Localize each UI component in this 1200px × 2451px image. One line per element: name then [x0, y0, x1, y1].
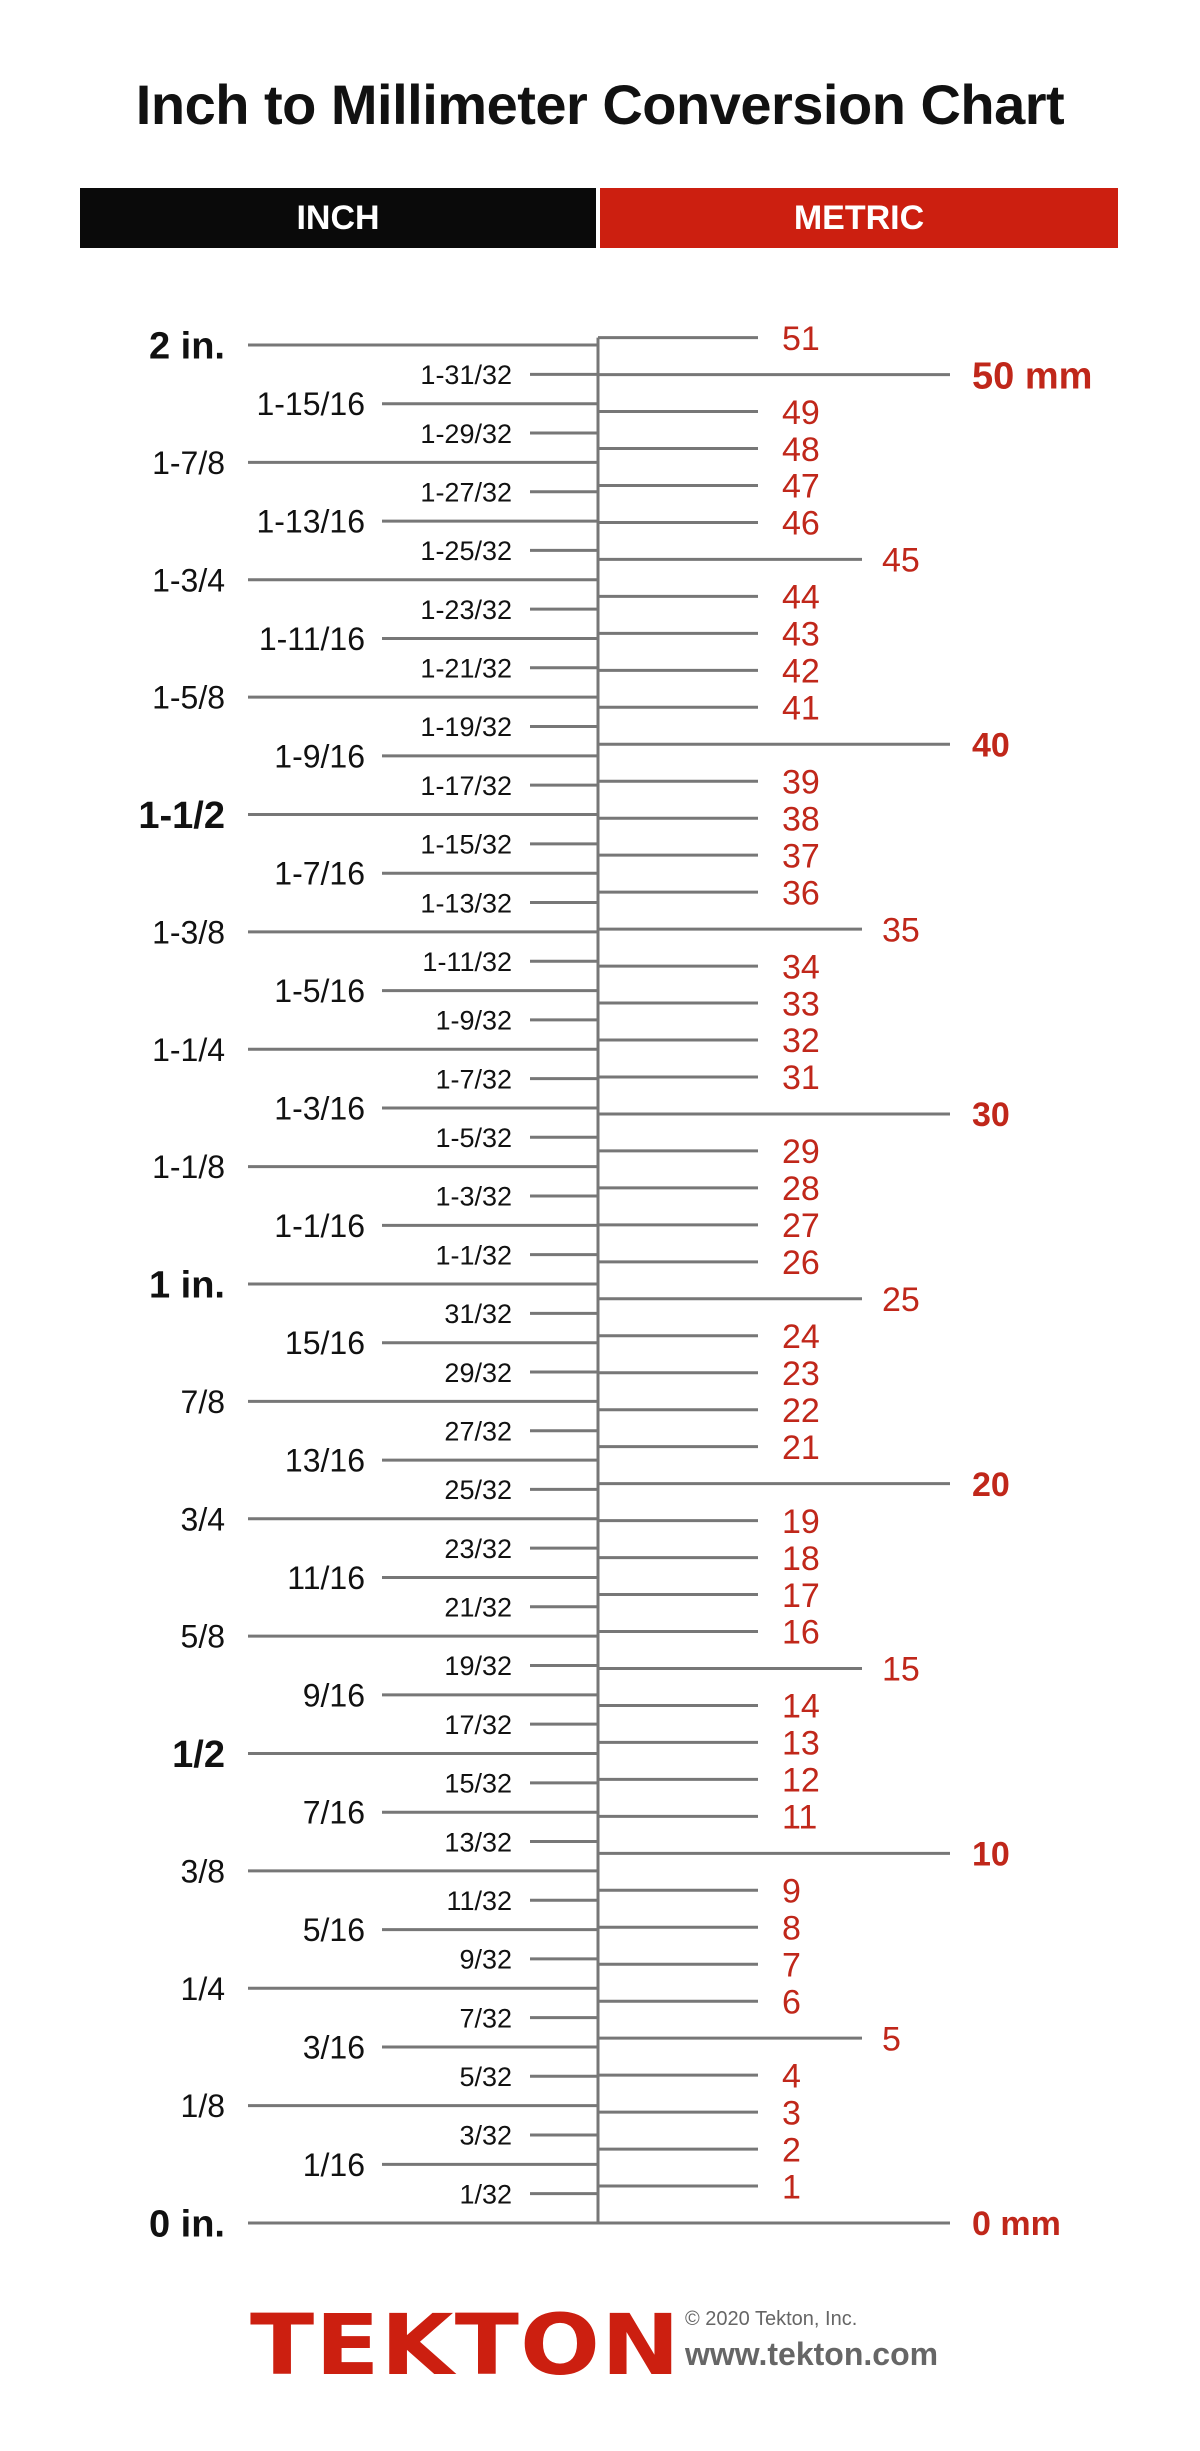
mm-tick-label: 29	[782, 1133, 820, 1172]
mm-tick-label: 49	[782, 393, 820, 432]
inch-tick-label: 5/32	[459, 2062, 512, 2093]
mm-marks	[598, 320, 1092, 2243]
inch-tick-label: 1-1/16	[274, 1207, 365, 1244]
inch-tick-label: 13/16	[284, 1442, 365, 1479]
mm-tick-label: 10	[972, 1835, 1010, 1874]
metric-header-label: METRIC	[793, 198, 925, 237]
inch-tick-label: 1-1/4	[152, 1031, 225, 1068]
mm-tick-label: 17	[782, 1576, 820, 1615]
mm-tick-label: 41	[782, 689, 820, 728]
mm-tick-label: 1	[782, 2168, 801, 2207]
inch-tick-label: 11/16	[287, 1559, 365, 1596]
inch-tick-label: 1-15/16	[256, 386, 365, 423]
inch-tick-label: 1-15/32	[420, 829, 512, 860]
mm-tick-label: 7	[782, 1946, 801, 1985]
inch-tick-label: 1-7/16	[274, 855, 365, 892]
inch-tick-label: 9/32	[459, 1944, 512, 1975]
inch-tick-label: 1-1/8	[152, 1149, 225, 1186]
inch-tick-label: 1-11/32	[422, 946, 512, 977]
inch-tick-label: 1-7/32	[435, 1064, 512, 1095]
inch-tick-label: 3/16	[302, 2029, 365, 2066]
inch-tick-label: 25/32	[444, 1475, 512, 1506]
mm-tick-label: 33	[782, 985, 820, 1024]
inch-tick-label: 1/32	[459, 2179, 512, 2210]
mm-tick-label: 30	[972, 1096, 1010, 1135]
mm-tick-label: 20	[972, 1465, 1010, 1504]
inch-tick-label: 1-3/32	[435, 1181, 512, 1212]
inch-tick-label: 5/16	[302, 1912, 365, 1949]
mm-tick-label: 40	[972, 726, 1010, 765]
inch-header-label: INCH	[296, 198, 380, 237]
mm-tick-label: 15	[882, 1650, 920, 1689]
inch-tick-label: 7/8	[180, 1383, 225, 1420]
mm-tick-label: 36	[782, 874, 820, 913]
inch-tick-label: 21/32	[444, 1592, 512, 1623]
mm-tick-label: 46	[782, 504, 820, 543]
inch-tick-label: 27/32	[444, 1416, 512, 1447]
mm-tick-label: 13	[782, 1724, 820, 1763]
inch-marks	[138, 326, 598, 2246]
inch-tick-label: 19/32	[444, 1651, 512, 1682]
mm-tick-label: 35	[882, 911, 920, 950]
mm-tick-label: 25	[882, 1281, 920, 1320]
mm-tick-label: 42	[782, 652, 820, 691]
inch-tick-label: 11/32	[446, 1885, 512, 1916]
mm-tick-label: 39	[782, 763, 820, 802]
inch-tick-label: 1-5/32	[435, 1123, 512, 1154]
footer-website: www.tekton.com	[685, 2336, 939, 2372]
inch-tick-label: 3/8	[180, 1853, 225, 1890]
mm-tick-label: 38	[782, 800, 820, 839]
inch-tick-label: 1-13/16	[256, 503, 365, 540]
mm-tick-label: 0 mm	[972, 2205, 1061, 2244]
tekton-logo: TEKTON	[250, 2296, 681, 2394]
mm-tick-label: 24	[782, 1317, 820, 1356]
inch-tick-label: 1-29/32	[420, 418, 512, 449]
mm-tick-label: 28	[782, 1170, 820, 1209]
footer-copyright: © 2020 Tekton, Inc.	[685, 2308, 858, 2330]
mm-tick-label: 48	[782, 430, 820, 469]
inch-tick-label: 1/8	[180, 2088, 225, 2125]
mm-tick-label: 3	[782, 2094, 801, 2133]
mm-tick-label: 23	[782, 1354, 820, 1393]
mm-tick-label: 47	[782, 467, 820, 506]
inch-tick-label: 1-5/16	[274, 973, 365, 1010]
inch-tick-label: 7/32	[459, 2003, 512, 2034]
mm-tick-label: 4	[782, 2057, 801, 2096]
inch-tick-label: 15/16	[284, 1325, 365, 1362]
inch-tick-label: 1-13/32	[420, 888, 512, 919]
inch-tick-label: 3/4	[180, 1501, 225, 1538]
mm-tick-label: 12	[782, 1761, 820, 1800]
mm-tick-label: 50 mm	[972, 355, 1093, 398]
inch-tick-label: 1/16	[302, 2146, 365, 2183]
mm-tick-label: 45	[882, 541, 920, 580]
inch-tick-label: 1-1/32	[435, 1240, 512, 1271]
mm-tick-label: 6	[782, 1983, 801, 2022]
mm-tick-label: 16	[782, 1613, 820, 1652]
inch-tick-label: 1-27/32	[420, 477, 512, 508]
inch-tick-label: 17/32	[444, 1709, 512, 1740]
page-title: Inch to Millimeter Conversion Chart	[135, 73, 1065, 136]
inch-tick-label: 1-1/2	[138, 795, 225, 838]
inch-tick-label: 2 in.	[148, 325, 225, 368]
mm-tick-label: 8	[782, 1909, 801, 1948]
inch-tick-label: 1-5/8	[152, 679, 225, 716]
mm-tick-label: 2	[782, 2131, 801, 2170]
mm-tick-label: 19	[782, 1502, 820, 1541]
mm-tick-label: 43	[782, 615, 820, 654]
inch-tick-label: 1-9/32	[435, 1005, 512, 1036]
mm-tick-label: 37	[782, 837, 820, 876]
mm-tick-label: 21	[782, 1428, 820, 1467]
inch-tick-label: 0 in.	[148, 2203, 225, 2246]
inch-tick-label: 1 in.	[148, 1264, 225, 1307]
mm-tick-label: 44	[782, 578, 820, 617]
mm-tick-label: 22	[782, 1391, 820, 1430]
mm-tick-label: 5	[882, 2020, 901, 2059]
mm-tick-label: 26	[782, 1244, 820, 1283]
inch-tick-label: 15/32	[444, 1768, 512, 1799]
inch-tick-label: 1-25/32	[420, 536, 512, 567]
mm-tick-label: 9	[782, 1872, 801, 1911]
mm-tick-label: 27	[782, 1207, 820, 1246]
inch-tick-label: 3/32	[459, 2120, 512, 2151]
inch-tick-label: 29/32	[444, 1357, 512, 1388]
mm-tick-label: 11	[782, 1798, 818, 1837]
inch-tick-label: 7/16	[302, 1794, 365, 1831]
mm-tick-label: 32	[782, 1022, 820, 1061]
inch-tick-label: 1-23/32	[420, 594, 512, 625]
mm-tick-label: 14	[782, 1687, 820, 1726]
inch-tick-label: 1-7/8	[152, 444, 225, 481]
inch-tick-label: 13/32	[444, 1827, 512, 1858]
inch-tick-label: 1-11/16	[258, 620, 365, 657]
inch-tick-label: 1-21/32	[420, 653, 512, 684]
mm-tick-label: 18	[782, 1539, 820, 1578]
inch-tick-label: 1-31/32	[420, 360, 512, 391]
mm-tick-label: 51	[782, 319, 820, 358]
inch-tick-label: 23/32	[444, 1533, 512, 1564]
inch-tick-label: 1-3/16	[274, 1090, 365, 1127]
inch-tick-label: 1-9/16	[274, 738, 365, 775]
inch-tick-label: 31/32	[444, 1299, 512, 1330]
inch-tick-label: 9/16	[302, 1677, 365, 1714]
inch-tick-label: 1/4	[180, 1970, 225, 2007]
inch-tick-label: 1-3/4	[152, 562, 225, 599]
inch-tick-label: 5/8	[180, 1618, 225, 1655]
inch-tick-label: 1/2	[172, 1734, 225, 1777]
inch-tick-label: 1-19/32	[420, 712, 512, 743]
inch-tick-label: 1-17/32	[420, 770, 512, 801]
mm-tick-label: 31	[782, 1059, 820, 1098]
mm-tick-label: 34	[782, 948, 820, 987]
inch-tick-label: 1-3/8	[152, 914, 225, 951]
